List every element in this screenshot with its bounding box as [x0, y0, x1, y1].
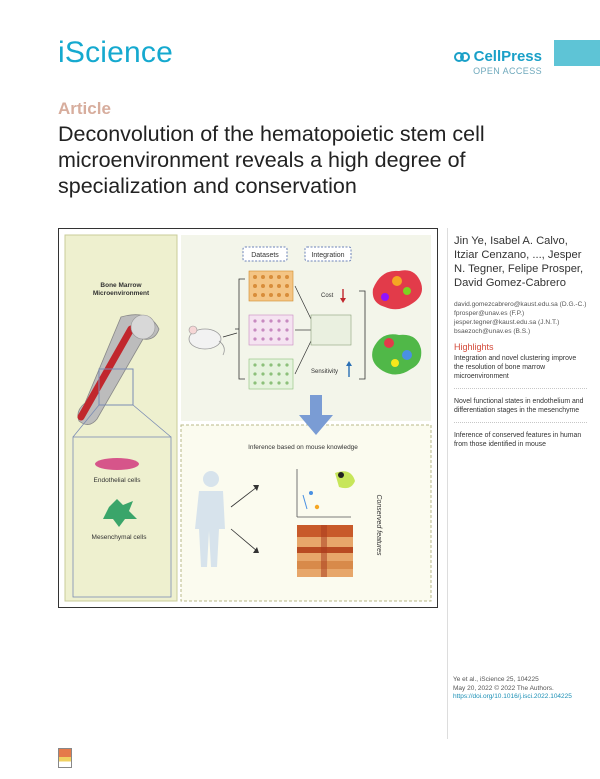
sensitivity-label: Sensitivity [311, 369, 339, 375]
heatmap-inset [297, 525, 353, 577]
article-title: Deconvolution of the hematopoietic stem cell microenvironment reveals a high degree of specialization and conservation [58, 122, 485, 198]
datasets-label: Datasets [251, 252, 279, 259]
bone-marrow-label-line1: Bone Marrow [100, 282, 142, 289]
highlight-item: Integration and novel clustering improve the resolution of bone marrow microenvironment [454, 354, 587, 389]
dataset-grid-3 [249, 359, 293, 389]
check-for-updates-badge[interactable] [58, 748, 72, 768]
dataset-grid-1 [249, 271, 293, 301]
down-arrow-body [310, 395, 322, 417]
graphical-abstract-figure [59, 229, 437, 607]
journal-name: iScience [58, 36, 173, 69]
corner-accent-bar [554, 40, 600, 66]
cellpress-logo[interactable] [454, 48, 542, 65]
publisher-name: CellPress [473, 48, 542, 65]
citation-line-1: Ye et al., iScience 25, 104225 [453, 676, 539, 683]
correspondence-emails[interactable]: david.gomezcabrero@kaust.edu.sa (D.G.-C.) fprosper@unav.es (F.P.) jesper.tegner@kaust.edu.sa (J.N.T.) bsaezoch@unav.es (B.S.) [454, 301, 587, 335]
citation-line-2: May 20, 2022 © 2022 The Authors. [453, 684, 554, 692]
endothelial-cell-icon [95, 458, 139, 470]
doi-link[interactable]: https://doi.org/10.1016/j.isci.2022.104225 [453, 693, 572, 700]
inference-label: Inference based on mouse knowledge [248, 444, 358, 451]
highlight-item: Inference of conserved features in human from those identified in mouse [454, 432, 582, 448]
cellpress-mark-icon [454, 50, 470, 64]
conserved-features-label: Conserved features [375, 494, 382, 556]
graphical-abstract [58, 228, 438, 608]
integration-label: Integration [311, 252, 345, 259]
mesenchymal-cells-label: Mesenchymal cells [91, 534, 147, 541]
endothelial-cells-label: Endothelial cells [93, 477, 141, 484]
dataset-grid-2 [249, 315, 293, 345]
integrated-grid [311, 315, 351, 345]
bone-marrow-label-line2: Microenvironment [92, 290, 150, 297]
article-sidebar [447, 228, 587, 739]
highlight-item: Novel functional states in endothelium and differentiation stages in the mesenchyme [454, 397, 587, 423]
highlights-heading: Highlights [454, 342, 494, 352]
authors: Jin Ye, Isabel A. Calvo, Itziar Cenzano, ..., Jesper N. Tegner, Felipe Prosper, David Gomez-Cabrero [454, 235, 584, 289]
citation-block [453, 676, 578, 702]
article-type-label: Article [58, 99, 111, 118]
cost-label: Cost [321, 293, 334, 299]
open-access-label: OPEN ACCESS [473, 66, 542, 76]
